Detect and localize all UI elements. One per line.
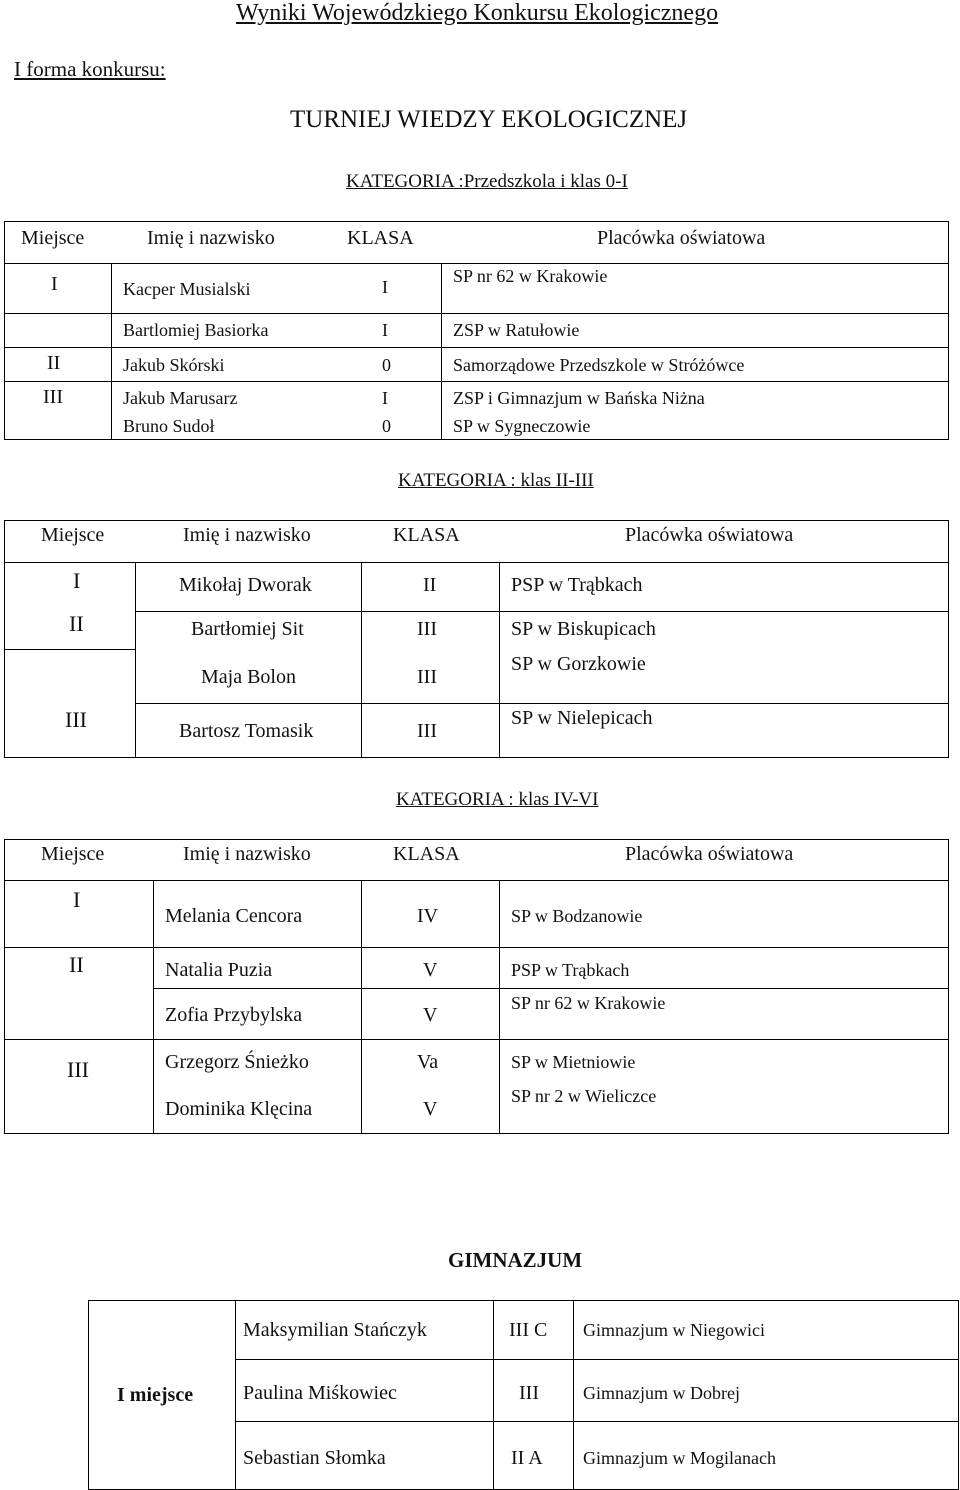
header-place: Miejsce [41, 524, 105, 546]
participant-school: SP w Gorzkowie [511, 653, 646, 675]
participant-name: Bruno Sudoł [123, 416, 215, 436]
header-class: KLASA [347, 227, 414, 249]
participant-school: Gimnazjum w Dobrej [583, 1383, 740, 1403]
place-label: I [51, 273, 58, 295]
header-name: Imię i nazwisko [183, 843, 311, 865]
participant-class: Va [417, 1051, 439, 1073]
participant-school: SP w Biskupicach [511, 618, 656, 640]
participant-school: PSP w Trąbkach [511, 574, 643, 596]
participant-school: SP w Mietniowie [511, 1052, 636, 1072]
participant-name: Bartlomiej Basiorka [123, 320, 269, 340]
participant-class: I [382, 320, 388, 340]
place-label: I miejsce [117, 1384, 194, 1406]
header-place: Miejsce [41, 843, 105, 865]
participant-school: ZSP i Gimnazjum w Bańska Niżna [453, 388, 705, 408]
participant-school: SP nr 62 w Krakowie [511, 993, 666, 1013]
participant-school: SP w Nielepicach [511, 707, 653, 729]
participant-name: Kacper Musialski [123, 279, 251, 299]
gimnazjum-title: GIMNAZJUM [448, 1248, 583, 1272]
participant-class: 0 [382, 416, 391, 436]
place-label: I [73, 568, 81, 593]
category-title-grades-2-3: KATEGORIA : klas II-III [398, 470, 594, 491]
participant-name: Sebastian Słomka [243, 1447, 386, 1469]
header-school: Placówka oświatowa [625, 843, 794, 865]
place-label: III [43, 386, 63, 408]
participant-school: SP w Sygneczowie [453, 416, 591, 436]
place-label: III [65, 707, 87, 732]
participant-name: Mikołaj Dworak [179, 574, 312, 596]
participant-school: Samorządowe Przedszkole w Stróżówce [453, 355, 745, 375]
participant-class: V [423, 959, 438, 981]
participant-name: Natalia Puzia [165, 959, 273, 981]
header-name: Imię i nazwisko [147, 227, 275, 249]
participant-class: V [423, 1098, 438, 1120]
participant-name: Paulina Miśkowiec [243, 1382, 397, 1404]
results-table-gimnazjum [88, 1300, 959, 1490]
participant-school: ZSP w Ratułowie [453, 320, 580, 340]
results-table-preschool [4, 221, 949, 440]
header-name: Imię i nazwisko [183, 524, 311, 546]
participant-name: Dominika Klęcina [165, 1098, 313, 1120]
participant-name: Maja Bolon [201, 666, 296, 688]
participant-class: III [519, 1382, 539, 1404]
place-label: II [69, 611, 84, 636]
participant-school: Gimnazjum w Niegowici [583, 1320, 765, 1340]
participant-name: Melania Cencora [165, 905, 303, 927]
results-table-grades-2-3 [4, 520, 949, 758]
participant-name: Maksymilian Stańczyk [243, 1319, 427, 1341]
contest-name: TURNIEJ WIEDZY EKOLOGICZNEJ [290, 106, 688, 133]
participant-class: IV [417, 905, 439, 927]
results-table-grades-4-6 [4, 839, 949, 1134]
participant-school: PSP w Trąbkach [511, 960, 630, 980]
participant-name: Bartłomiej Sit [191, 618, 304, 640]
header-class: KLASA [393, 524, 460, 546]
participant-class: III [417, 618, 437, 640]
participant-name: Jakub Skórski [123, 355, 225, 375]
participant-class: III [417, 720, 437, 742]
participant-school: SP w Bodzanowie [511, 906, 643, 926]
participant-class: I [382, 388, 388, 408]
contest-form-label: I forma konkursu: [14, 57, 166, 81]
participant-school: SP nr 62 w Krakowie [453, 266, 608, 286]
participant-name: Grzegorz Śnieżko [165, 1051, 309, 1073]
participant-school: Gimnazjum w Mogilanach [583, 1448, 776, 1468]
place-label: II [47, 352, 61, 374]
place-label: II [69, 952, 84, 977]
category-title-grades-4-6: KATEGORIA : klas IV-VI [396, 789, 599, 810]
participant-class: II [423, 574, 437, 596]
category-title-preschool: KATEGORIA :Przedszkola i klas 0-I [346, 171, 628, 192]
participant-school: SP nr 2 w Wieliczce [511, 1086, 657, 1106]
header-school: Placówka oświatowa [625, 524, 794, 546]
participant-name: Jakub Marusarz [123, 388, 238, 408]
participant-class: II A [511, 1447, 543, 1469]
participant-class: III C [509, 1319, 548, 1341]
participant-name: Bartosz Tomasik [179, 720, 314, 742]
participant-class: V [423, 1004, 438, 1026]
header-school: Placówka oświatowa [597, 227, 766, 249]
place-label: III [67, 1057, 89, 1082]
header-place: Miejsce [21, 227, 85, 249]
place-label: I [73, 887, 81, 912]
participant-name: Zofia Przybylska [165, 1004, 303, 1026]
participant-class: III [417, 666, 437, 688]
participant-class: I [382, 277, 388, 297]
page-title: Wyniki Wojewódzkiego Konkursu Ekologicznego [236, 0, 719, 26]
header-class: KLASA [393, 843, 460, 865]
participant-class: 0 [382, 355, 391, 375]
